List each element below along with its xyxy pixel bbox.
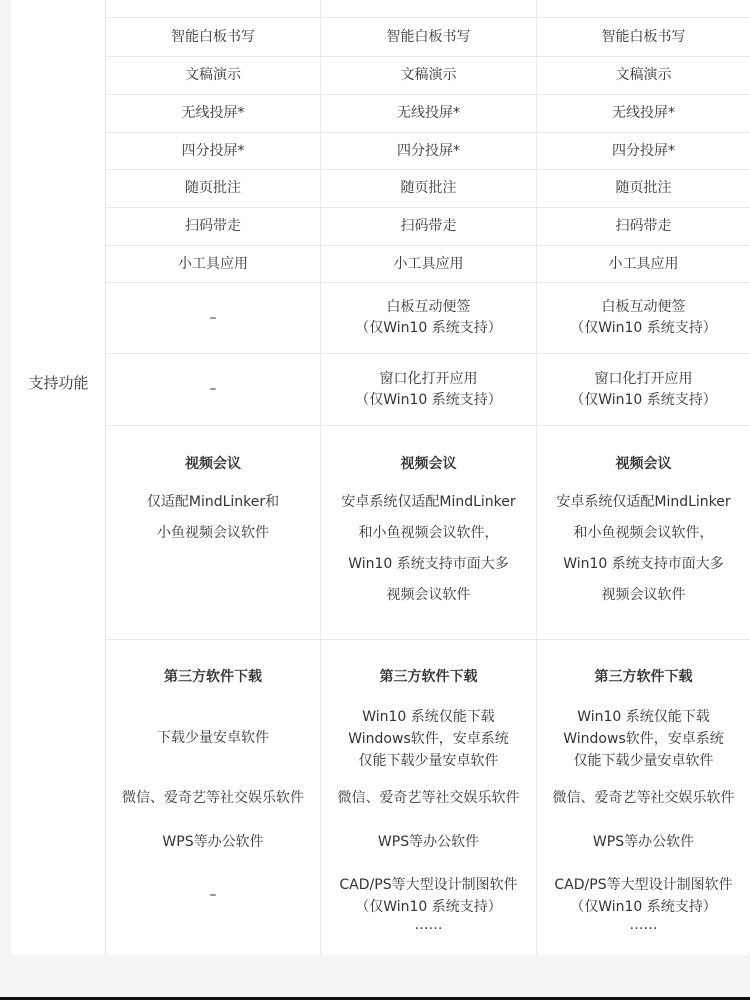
office-line: WPS等办公软件 [377, 834, 480, 850]
table-cell: 智能白板书写 [537, 18, 750, 57]
video-heading: 视频会议 [400, 456, 457, 472]
model-column-3 [537, 0, 750, 955]
download-line: Win10 系统仅能下载 [362, 709, 495, 725]
video-heading: 视频会议 [185, 456, 241, 472]
row-label-support-features: 支持功能 [28, 374, 89, 392]
whiteboard-note-line2: （仅Win10 系统支持） [570, 320, 717, 336]
feature-comparison-table [11, 0, 750, 955]
cad-line: （仅Win10 系统支持） [570, 899, 717, 915]
table-cell: 随页批注 [106, 170, 320, 208]
table-cell-window-app [537, 354, 750, 426]
model-column-2 [321, 0, 537, 955]
download-line: 仅能下载少量安卓软件 [573, 753, 714, 769]
window-app-line1: 窗口化打开应用 [379, 370, 478, 387]
download-line: 下载少量安卓软件 [157, 730, 269, 746]
video-heading: 视频会议 [615, 456, 672, 472]
video-line: 和小鱼视频会议软件， [358, 525, 499, 541]
video-conference-cell [106, 426, 320, 640]
download-line: Win10 系统仅能下载 [577, 709, 710, 725]
table-row-top [537, 0, 750, 18]
table-cell: 小工具应用 [321, 246, 536, 283]
cad-ellipsis: …… [629, 917, 658, 933]
video-line: 和小鱼视频会议软件， [573, 525, 714, 541]
whiteboard-note-line1: 白板互动便签 [601, 299, 686, 315]
table-cell: 扫码带走 [106, 208, 320, 246]
whiteboard-note-line1: 白板互动便签 [386, 299, 471, 315]
table-cell-dash: – [106, 354, 320, 426]
video-line: 安卓系统仅适配MindLinker [556, 494, 731, 510]
video-line: Win10 系统支持市面大多 [563, 556, 724, 572]
cad-line: CAD/PS等大型设计制图软件 [554, 877, 733, 893]
table-cell: 智能白板书写 [321, 18, 536, 57]
table-cell: 小工具应用 [106, 246, 320, 283]
table-cell-window-app [321, 354, 536, 426]
social-line: 微信、爱奇艺等社交娱乐软件 [337, 790, 520, 806]
window-app-line2: （仅Win10 系统支持） [570, 391, 717, 408]
window-app-line2: （仅Win10 系统支持） [355, 391, 502, 408]
social-line: 微信、爱奇艺等社交娱乐软件 [552, 790, 735, 806]
video-line: 小鱼视频会议软件 [157, 525, 269, 541]
table-row-top [321, 0, 536, 18]
video-line: 视频会议软件 [601, 587, 686, 603]
video-line: Win10 系统支持市面大多 [348, 556, 509, 572]
table-cell: 四分投屏* [321, 133, 536, 170]
third-party-heading: 第三方软件下载 [594, 669, 693, 685]
whiteboard-note-line2: （仅Win10 系统支持） [355, 320, 502, 336]
row-label-column [11, 0, 106, 955]
table-cell: 无线投屏* [321, 95, 536, 133]
cad-ellipsis: …… [414, 917, 443, 933]
cad-line: （仅Win10 系统支持） [355, 899, 502, 915]
video-conference-cell [537, 426, 750, 640]
social-line: 微信、爱奇艺等社交娱乐软件 [122, 790, 304, 806]
office-line: WPS等办公软件 [162, 834, 264, 850]
video-line: 仅适配MindLinker和 [146, 494, 280, 510]
download-line: Windows软件，安卓系统 [348, 731, 509, 747]
window-app-line1: 窗口化打开应用 [594, 370, 693, 387]
table-cell: 文稿演示 [321, 57, 536, 95]
video-line: 视频会议软件 [386, 587, 471, 603]
table-cell: 文稿演示 [106, 57, 320, 95]
table-cell: 文稿演示 [537, 57, 750, 95]
download-line: 仅能下载少量安卓软件 [358, 753, 499, 769]
third-party-heading: 第三方软件下载 [164, 669, 262, 685]
table-cell-whiteboard-note [537, 283, 750, 354]
third-party-cell [106, 640, 320, 955]
office-line: WPS等办公软件 [592, 834, 695, 850]
table-cell: 随页批注 [321, 170, 536, 208]
cad-line: CAD/PS等大型设计制图软件 [339, 877, 518, 893]
third-party-cell [321, 640, 536, 955]
table-cell: 扫码带走 [321, 208, 536, 246]
video-conference-cell [321, 426, 536, 640]
download-line: Windows软件，安卓系统 [563, 731, 724, 747]
table-cell-whiteboard-note [321, 283, 536, 354]
table-cell: 智能白板书写 [106, 18, 320, 57]
table-cell: 无线投屏* [106, 95, 320, 133]
third-party-cell [537, 640, 750, 955]
table-cell: 四分投屏* [106, 133, 320, 170]
cad-dash: – [209, 887, 217, 903]
table-cell: 四分投屏* [537, 133, 750, 170]
third-party-heading: 第三方软件下载 [379, 669, 478, 685]
table-cell: 小工具应用 [537, 246, 750, 283]
table-cell: 无线投屏* [537, 95, 750, 133]
video-line: 安卓系统仅适配MindLinker [341, 494, 516, 510]
table-cell-dash: – [106, 283, 320, 354]
table-cell: 随页批注 [537, 170, 750, 208]
table-row-top [106, 0, 320, 18]
table-cell: 扫码带走 [537, 208, 750, 246]
model-column-1 [106, 0, 321, 955]
